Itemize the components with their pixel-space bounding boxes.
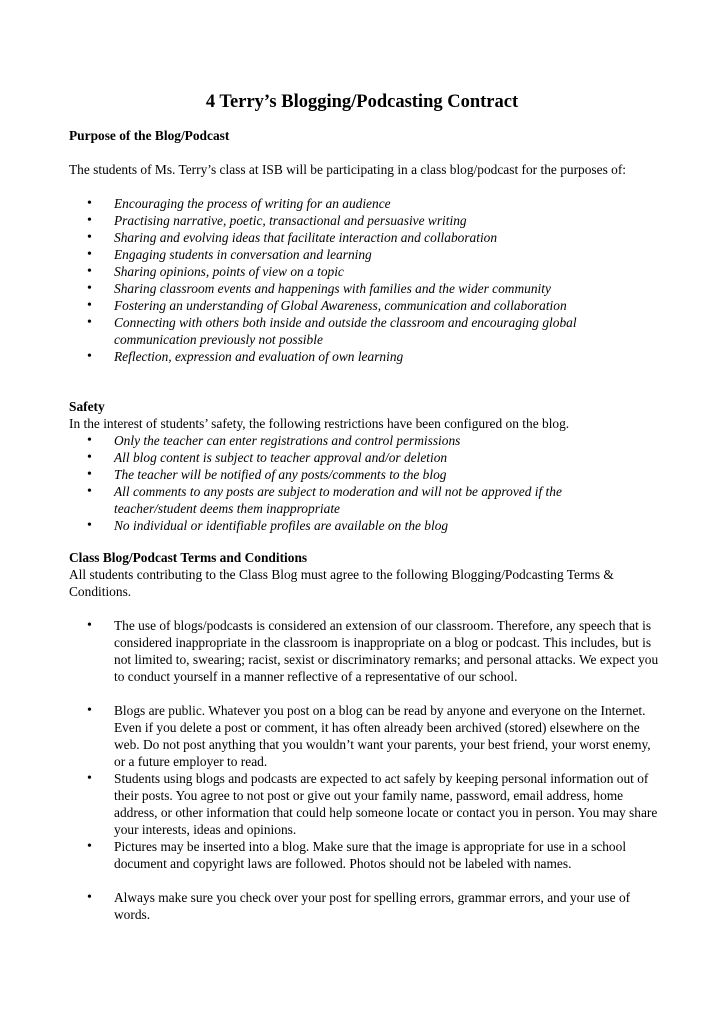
purpose-intro: The students of Ms. Terry’s class at ISB will be participating in a class blog/podcast for the purposes of:	[69, 162, 627, 177]
terms-intro: All students contributing to the Class Blog must agree to the following Blogging/Podcasting Terms & Conditions.	[69, 567, 614, 599]
list-item: • Connecting with others both inside and outside the classroom and encouraging global communication previously not possible	[69, 314, 664, 348]
list-item: • Students using blogs and podcasts are expected to act safely by keeping personal information out of their posts. You agree to not post or give out your family name, password, email address, home address, or other information that could help someone locate or contact you in person. You may share your interests, ideas and opinions.	[69, 770, 664, 838]
list-item: • Only the teacher can enter registrations and control permissions	[69, 432, 664, 449]
list-item: • The teacher will be notified of any posts/comments to the blog	[69, 466, 664, 483]
purpose-list	[69, 195, 664, 365]
list-item: • All comments to any posts are subject to moderation and will not be approved if the teacher/student deems them inappropriate	[69, 483, 664, 517]
list-item: • Sharing and evolving ideas that facilitate interaction and collaboration	[69, 229, 664, 246]
list-item: • Pictures may be inserted into a blog. Make sure that the image is appropriate for use in a school document and copyright laws are followed. Photos should not be labeled with names.	[69, 838, 664, 872]
terms-heading: Class Blog/Podcast Terms and Conditions	[69, 550, 308, 565]
list-item: • Reflection, expression and evaluation of own learning	[69, 348, 664, 365]
document-title: 4 Terry’s Blogging/Podcasting Contract	[205, 92, 519, 112]
list-item: • Sharing opinions, points of view on a topic	[69, 263, 664, 280]
purpose-section	[69, 127, 664, 365]
list-item: • Practising narrative, poetic, transactional and persuasive writing	[69, 212, 664, 229]
safety-section	[69, 398, 664, 534]
terms-list	[69, 617, 664, 923]
purpose-heading: Purpose of the Blog/Podcast	[69, 128, 230, 143]
list-item: • Sharing classroom events and happenings with families and the wider community	[69, 280, 664, 297]
terms-section	[69, 549, 664, 923]
list-item: • Encouraging the process of writing for an audience	[69, 195, 664, 212]
safety-intro: In the interest of students’ safety, the following restrictions have been configured on the blog.	[69, 416, 570, 431]
list-item: • All blog content is subject to teacher approval and/or deletion	[69, 449, 664, 466]
list-item: • Engaging students in conversation and learning	[69, 246, 664, 263]
list-item: • The use of blogs/podcasts is considered an extension of our classroom. Therefore, any speech that is considered inappropriate in the classroom is inappropriate on a blog or podcast. This includes, but is not limited to, swearing; racist, sexist or discriminatory remarks; and personal attacks. We expect you to conduct yourself in a manner reflective of a representative of our school.	[69, 617, 664, 685]
list-item: • No individual or identifiable profiles are available on the blog	[69, 517, 664, 534]
list-item: • Fostering an understanding of Global Awareness, communication and collaboration	[69, 297, 664, 314]
list-item: • Blogs are public. Whatever you post on a blog can be read by anyone and everyone on the Internet. Even if you delete a post or comment, it has often already been archived (stored) elsewhere on the web. Do not post anything that you wouldn’t want your parents, your best friend, your worst enemy, or a future employer to read.	[69, 702, 664, 770]
list-item: • Always make sure you check over your post for spelling errors, grammar errors, and your use of words.	[69, 889, 664, 923]
safety-list	[69, 432, 664, 534]
safety-heading: Safety	[69, 399, 105, 414]
